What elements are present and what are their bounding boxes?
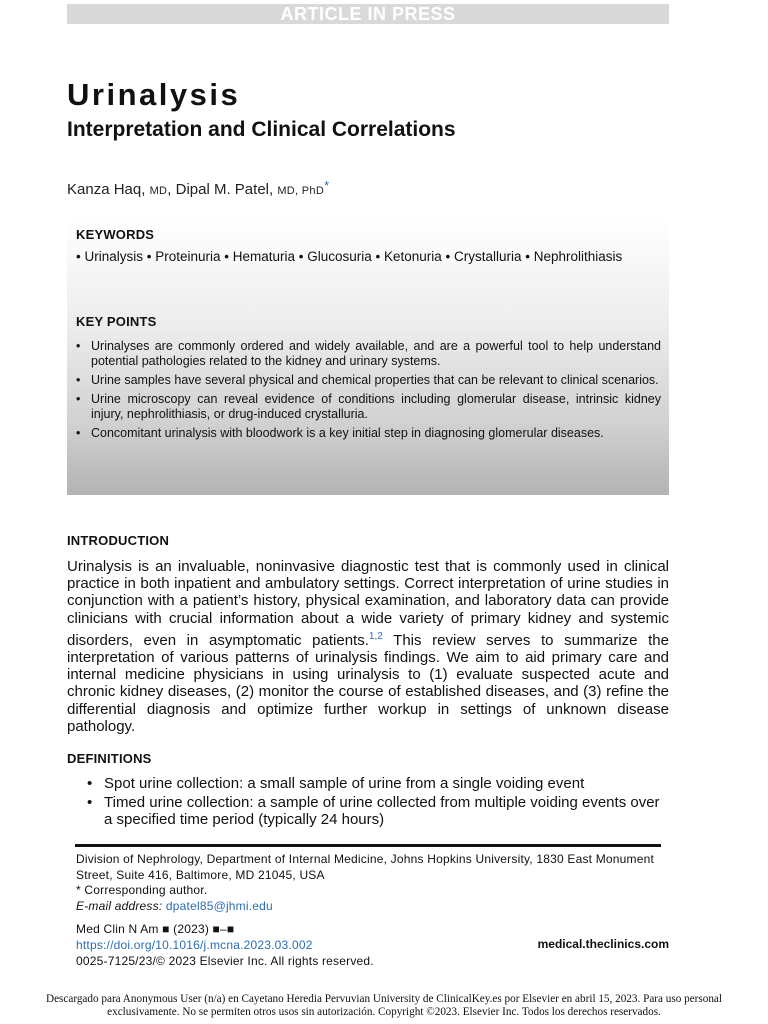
introduction-text: Urinalysis is an invaluable, noninvasive diagnostic test that is commonly used in clinical practice in both inpatient and ambulatory settings. Correct interpretation of urine studies in conjunction with a patient’s history, physical examination, and laboratory data can provide clinicians with crucial information about a wide variety of primary kidney and systemic disorders, even in asymptomatic patients. [67,558,669,649]
key-point-item: • Concomitant urinalysis with bloodwork is a key initial step in diagnosing glomerular diseases. [76,426,661,441]
doi-link[interactable]: https://doi.org/10.1016/j.mcna.2023.03.002 [76,938,313,952]
definitions-list [87,775,669,830]
download-notice: Descargado para Anonymous User (n/a) en Cayetano Heredia Pervuvian University de ClinicalKey.es por Elsevier en abril 15, 2023. Para uso personal exclusivamente. No se permiten otros usos sin autorización. Copyright ©2023. Elsevier Inc. Todos los derechos reservados. [45,993,723,1018]
introduction-text: This review serves to summarize the interpretation of various patterns of urinalysis findings. We aim to aid primary care and internal medicine physicians in using urinalysis to (1) evaluate suspected acute and chronic kidney diseases, (2) monitor the course of established diseases, and (3) refine the differential diagnosis and optimize further workup in settings of unknown disease pathology. [67,631,669,735]
footnote-divider [75,844,661,847]
keywords-keypoints-box [67,218,669,495]
email-line [76,899,666,915]
introduction-heading: INTRODUCTION [67,533,170,548]
article-subtitle: Interpretation and Clinical Correlations [67,118,456,141]
keywords-list: • Urinalysis • Proteinuria • Hematuria • Glucosuria • Ketonuria • Crystalluria • Nephrolithiasis [76,249,623,264]
introduction-paragraph [67,558,669,735]
author-degree: MD [149,185,168,197]
affiliation-address: Division of Nephrology, Department of Internal Medicine, Johns Hopkins University, 1830 East Monument Street, Suite 416, Baltimore, MD 21045, USA [76,852,655,882]
definition-item: • Spot urine collection: a small sample of urine from a single voiding event [87,775,669,793]
article-in-press-banner: ARTICLE IN PRESS [67,4,669,24]
corresponding-author-mark[interactable]: * [324,178,330,193]
key-points-heading: KEY POINTS [76,314,157,329]
definition-item: • Timed urine collection: a sample of urine collected from multiple voiding events over a specified time period (typically 24 hours) [87,794,669,829]
author-degree: MD, PhD [277,185,325,197]
key-point-item: • Urinalyses are commonly ordered and widely available, and are a powerful tool to help understand potential pathologies related to the kidney and urinary systems. [76,339,661,369]
corresponding-author-note: * Corresponding author. [76,883,208,897]
journal-website[interactable]: medical.theclinics.com [537,937,669,951]
author-name: Kanza Haq, [67,181,146,198]
journal-citation: Med Clin N Am ■ (2023) ■–■ [76,922,235,936]
affiliation-block [76,852,666,914]
author-list: Kanza Haq, MD, Dipal M. Patel, MD, PhD* [67,178,330,198]
article-title: Urinalysis [67,77,241,112]
key-point-item: • Urine microscopy can reveal evidence of conditions including glomerular disease, intrinsic kidney injury, nephrolithiasis, or drug-induced crystalluria. [76,392,661,422]
email-link[interactable]: dpatel85@jhmi.edu [165,898,273,913]
email-label: E-mail address: [76,898,163,913]
key-point-item: • Urine samples have several physical and chemical properties that can be relevant to clinical scenarios. [76,373,661,388]
key-points-list [76,339,661,445]
citation-link[interactable]: 1,2 [368,630,383,642]
author-name: Dipal M. Patel, [175,181,274,198]
definitions-heading: DEFINITIONS [67,751,152,766]
copyright-line: 0025-7125/23/© 2023 Elsevier Inc. All rights reserved. [76,954,374,968]
keywords-heading: KEYWORDS [76,227,155,242]
